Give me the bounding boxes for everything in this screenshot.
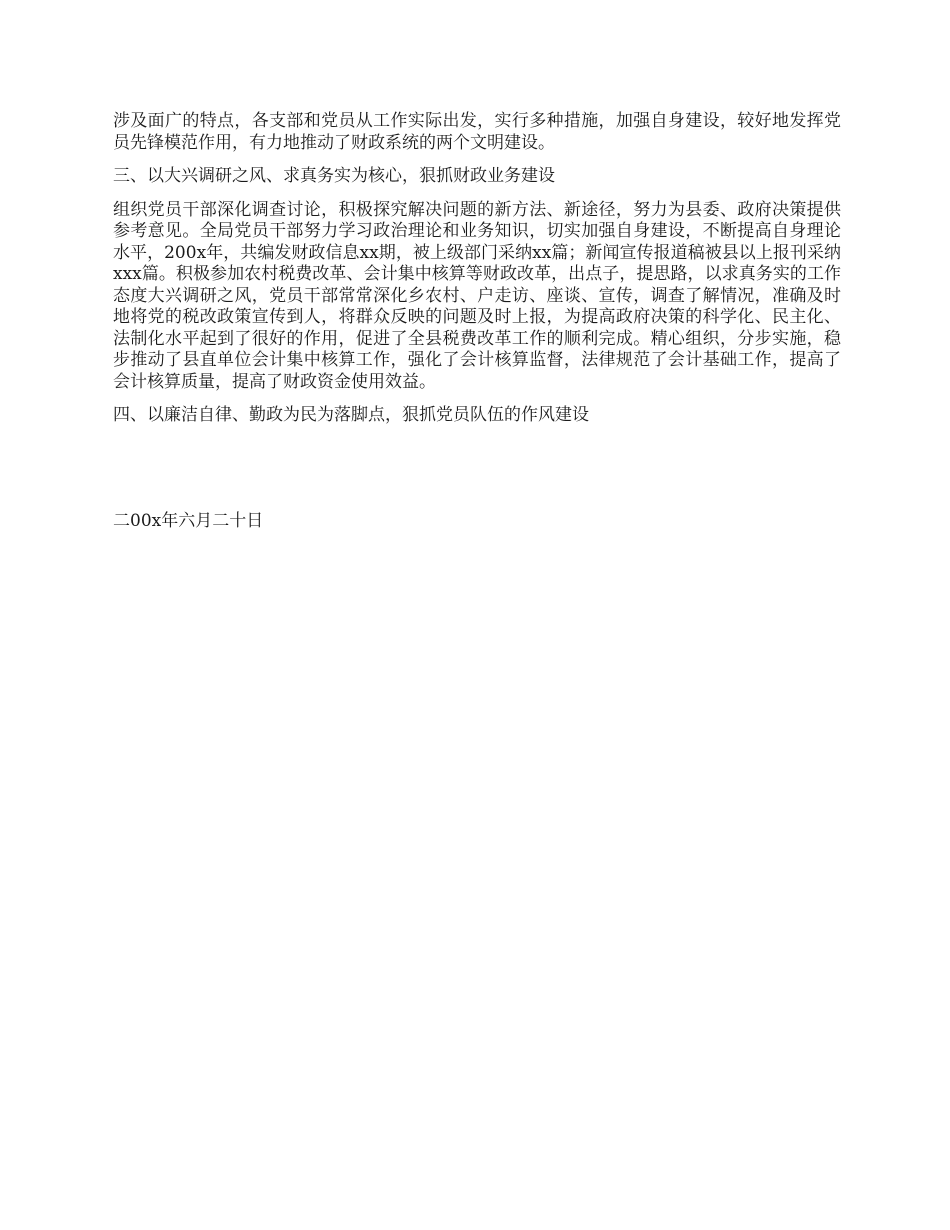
section-3-heading: 三、以大兴调研之风、求真务实为核心，狠抓财政业务建设	[113, 166, 555, 186]
document-date: 二00x年六月二十日	[113, 511, 264, 531]
paragraph-intro-continuation: 涉及面广的特点，各支部和党员从工作实际出发，实行多种措施，加强自身建设，较好地发挥党员先锋模范作用，有力地推动了财政系统的两个文明建设。	[113, 111, 841, 153]
section-4-heading: 四、以廉洁自律、勤政为民为落脚点，狠抓党员队伍的作风建设	[113, 405, 589, 425]
document-body	[113, 111, 841, 439]
paragraph-section-3-body: 组织党员干部深化调查讨论，积极探究解决问题的新方法、新途径，努力为县委、政府决策提供参考意见。全局党员干部努力学习政治理论和业务知识，切实加强自身建设，不断提高自身理论水平，200x年，共编发财政信息xx期，被上级部门采纳xx篇；新闻宣传报道稿被县以上报刊采纳xxx篇。积极参加农村税费改革、会计集中核算等财政改革，出点子，提思路，以求真务实的工作态度大兴调研之风，党员干部常常深化乡农村、户走访、座谈、宣传，调查了解情况，准确及时地将党的税改政策宣传到人，将群众反映的问题及时上报，为提高政府决策的科学化、民主化、法制化水平起到了很好的作用，促进了全县税费改革工作的顺利完成。精心组织，分步实施，稳步推动了县直单位会计集中核算工作，强化了会计核算监督，法律规范了会计基础工作，提高了会计核算质量，提高了财政资金使用效益。	[113, 199, 841, 392]
